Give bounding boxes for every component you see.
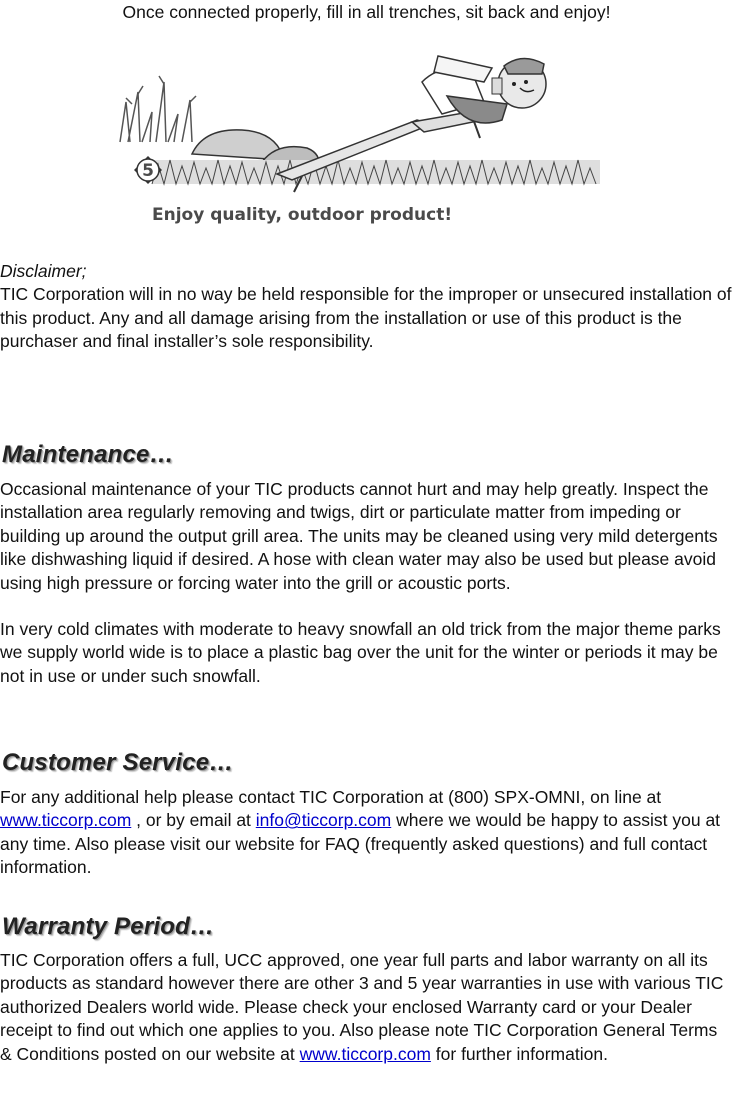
website-link[interactable]: www.ticcorp.com — [0, 810, 132, 831]
warranty-text-2: for further information. — [430, 1043, 608, 1064]
customer-service-text-1: For any additional help please contact TIC Corporation at (800) SPX-OMNI, on line at — [0, 787, 662, 807]
email-link[interactable]: info@ticcorp.com — [255, 810, 392, 831]
lounging-man-illustration — [112, 42, 610, 236]
customer-service-text — [0, 786, 733, 880]
customer-service-text-3: where we would be happy to assist you at any time. Also please visit our website for FAQ (frequently asked questions) and full contact information. — [0, 810, 721, 878]
maintenance-paragraph-1: Occasional maintenance of your TIC products cannot hurt and may help greatly. Inspect the installation area regularly removing and twigs, dirt or particulate matter from impeding or building up around the output grill area. The units may be cleaned using very mild detergents like dishwashing liquid if desired. A hose with clean water may also be used but please avoid using high pressure or forcing water into the grill or acoustic ports. — [0, 479, 718, 593]
maintenance-paragraph-2: In very cold climates with moderate to heavy snowfall an old trick from the major theme parks we supply world wide is to place a plastic bag over the unit for the winter or periods it may be not in use or under such snowfall. — [0, 619, 721, 686]
maintenance-section — [0, 478, 733, 688]
customer-service-heading: Customer Service… — [2, 749, 234, 776]
disclaimer-text: TIC Corporation will in no way be held responsible for the improper or unsecured installation of this product. Any and all damage arising from the installation or use of this product is the purchaser and final installer’s sole responsibility. — [0, 284, 732, 352]
warranty-text — [0, 949, 733, 1066]
illustration-caption: Enjoy quality, outdoor product! — [152, 205, 453, 225]
customer-service-text-2: , or by email at — [131, 810, 256, 831]
disclaimer-section — [0, 260, 733, 354]
warranty-website-link[interactable]: www.ticcorp.com — [299, 1043, 431, 1064]
warranty-heading: Warranty Period… — [2, 913, 215, 940]
customer-service-section — [0, 786, 733, 880]
disclaimer-label: Disclaimer; — [0, 261, 87, 281]
warranty-text-1: TIC Corporation offers a full, UCC approved, one year full parts and labor warranty on all its products as standard however there are other 3 and 5 year warranties in use with various TIC authorized Dealers world wide. Please check your enclosed Warranty card or your Dealer receipt to find out which one applies to you. Also please note TIC Corporation General Terms & Conditions posted on our website at — [0, 950, 724, 1064]
step-number: 5 — [142, 161, 154, 181]
warranty-section — [0, 949, 733, 1066]
illustration-art — [112, 42, 610, 236]
maintenance-heading: Maintenance… — [2, 441, 174, 468]
intro-text: Once connected properly, fill in all trenches, sit back and enjoy! — [122, 2, 611, 22]
